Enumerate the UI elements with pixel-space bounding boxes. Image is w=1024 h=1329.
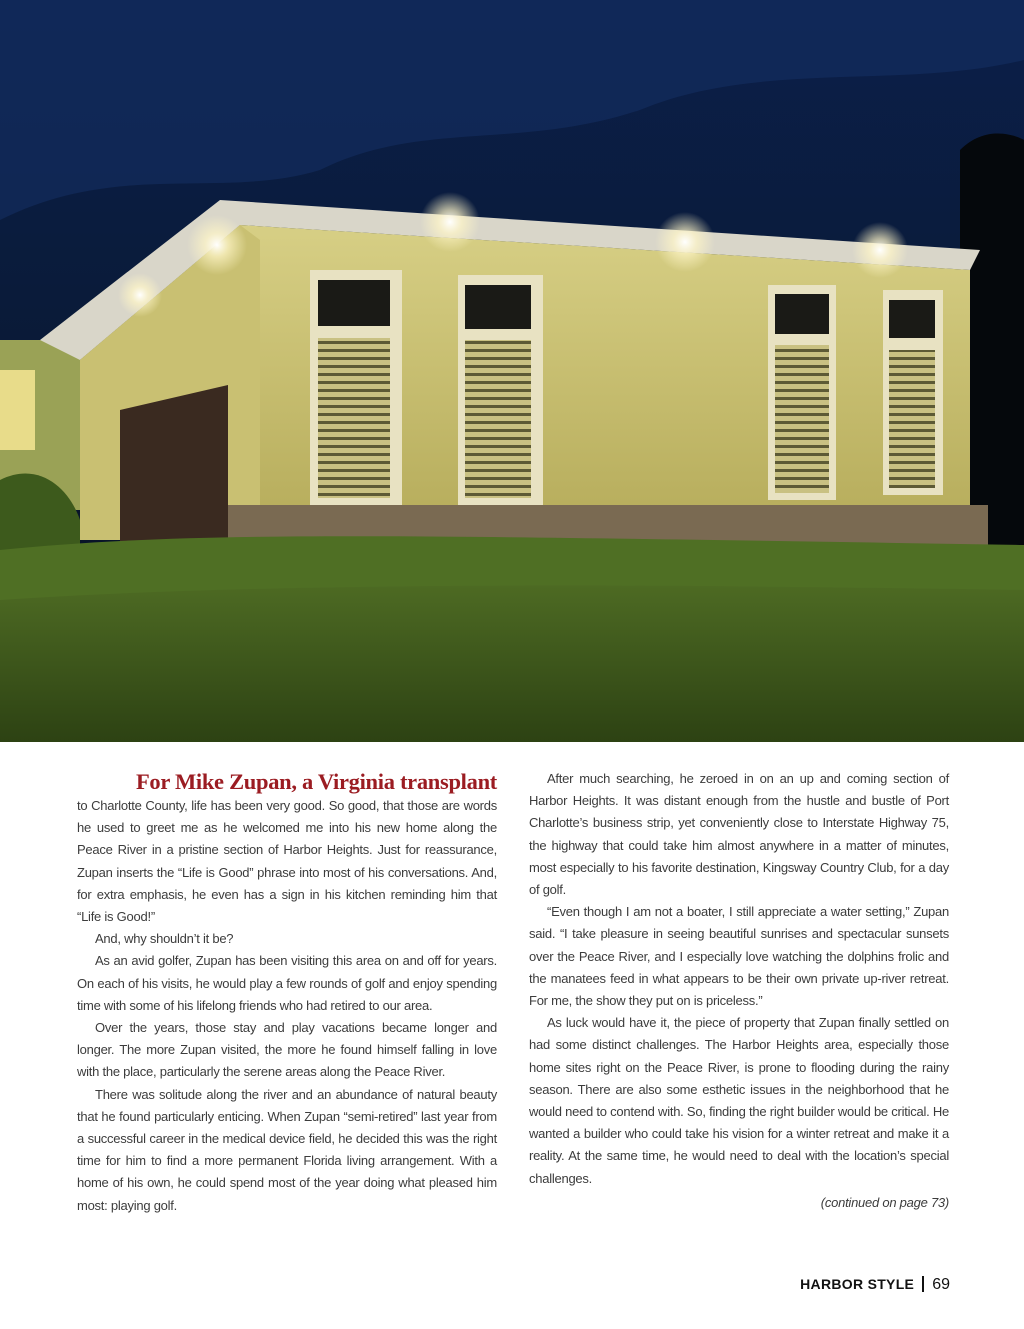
paragraph: And, why shouldn’t it be? (95, 931, 234, 947)
paragraph: As luck would have it, the piece of property that Zupan finally settled on had some distinct challenges. The Harbor Heights area, especially those home sites right on the Peace River, is prone to flooding during the rainy season. There are also some esthetic issues in the neighborhood that he would need to contend with. So, finding the right builder would be critical. He wanted a builder who could take his vision for a winter retreat and make it a reality. At the same time, he would need to deal with the location’s special challenges. (529, 1015, 949, 1186)
paragraph: There was solitude along the river and an abundance of natural beauty that he found particularly enticing. When Zupan “semi-retired” last year from a successful career in the medical device field, he decided this was the right time for him to find a more permanent Florida living arrangement. With a home of his own, he could spend most of the year doing what pleased him most: playing golf. (77, 1086, 497, 1213)
paragraph: Over the years, those stay and play vacations became longer and longer. The more Zupan visited, the more he found himself falling in love with the place, particularly the serene areas along the Peace River. (77, 1020, 497, 1080)
paragraph: As an avid golfer, Zupan has been visiting this area on and off for years. On each of his visits, he would play a few rounds of golf and enjoy spending time with some of his lifelong friends who had retired to our area. (77, 953, 497, 1013)
magazine-name: HARBOR STYLE (800, 1276, 915, 1292)
footer-divider (922, 1276, 924, 1292)
paragraph: to Charlotte County, life has been very good. So good, that those are words he used to greet me as he welcomed me into his new home along the Peace River in a pristine section of Harbor Heights. Just for reassurance, Zupan inserts the “Life is Good” phrase into most of his conversations. And, for extra emphasis, he even has a sign in his kitchen reminding him that “Life is Good!” (77, 798, 497, 925)
left-column (77, 769, 497, 1217)
page-number: 69 (932, 1276, 950, 1293)
article (0, 742, 1024, 1329)
right-column (529, 768, 949, 1214)
lead-in: For Mike Zupan, a Virginia transplant (135, 769, 497, 794)
window-2 (458, 275, 543, 505)
paragraph: “Even though I am not a boater, I still appreciate a water setting,” Zupan said. “I take pleasure in seeing beautiful sunrises and spectacular sunsets over the Peace River, and I especially love watching the dolphins frolic and the manatees feed in what appears to be their own private up-river retreat. For me, the show they put on is priceless.” (529, 904, 949, 1009)
paragraph: After much searching, he zeroed in on an up and coming section of Harbor Heights. It was distant enough from the hustle and bustle of Port Charlotte’s business strip, yet conveniently close to Interstate Highway 75, the highway that could take him almost anywhere in a matter of minutes, most especially to his favorite destination, Kingsway Country Club, for a day of golf. (529, 771, 949, 898)
continued-note: (continued on page 73) (820, 1194, 949, 1210)
window-1 (310, 270, 402, 505)
window-3 (768, 285, 836, 500)
page-footer (800, 1276, 950, 1294)
window-4 (883, 290, 943, 495)
